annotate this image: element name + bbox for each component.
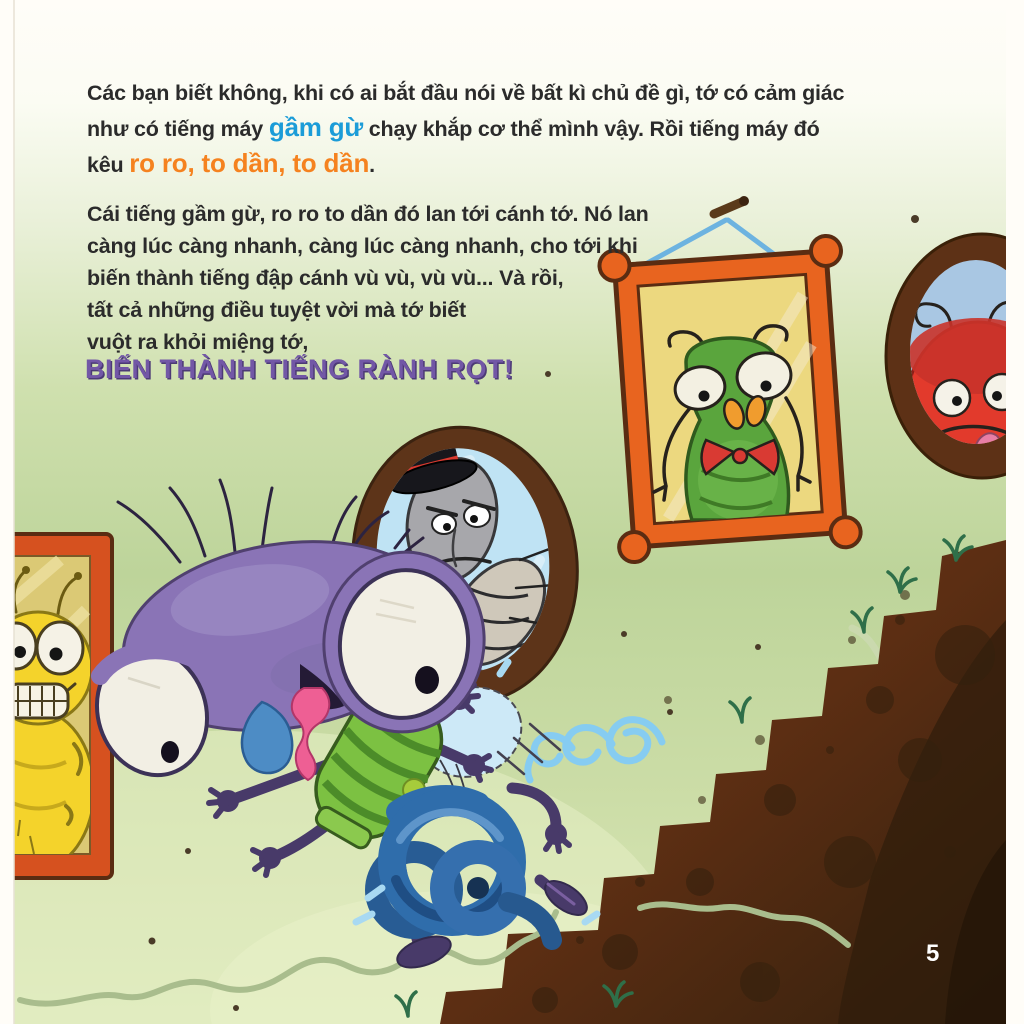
emphasis-ro-ro: ro ro, to dần, to dần <box>129 148 370 178</box>
p2-line3: biến thành tiếng đập cánh vù vù, vù vù... Và rồi, <box>87 266 564 290</box>
p2-line4: tất cả những điều tuyệt vời mà tớ biết <box>87 298 467 322</box>
headline: BIẾN THÀNH TIẾNG RÀNH RỌT! <box>85 354 514 384</box>
emphasis-gam-gu: gầm gừ <box>268 112 364 142</box>
p1-line1: Các bạn biết không, khi có ai bắt đầu nói về bất kì chủ đề gì, tớ có cảm giác <box>87 81 845 105</box>
page-number: 5 <box>926 940 940 967</box>
p2-line5: vuột ra khỏi miệng tớ, <box>87 330 309 354</box>
p2-line2: càng lúc càng nhanh, càng lúc càng nhanh, cho tới khi <box>87 234 638 258</box>
p2-line1: Cái tiếng gầm gừ, ro ro to dần đó lan tới cánh tớ. Nó lan <box>87 202 649 226</box>
p1-line2: như có tiếng máy gầm gừ chạy khắp cơ thể mình vậy. Rồi tiếng máy đó <box>87 112 820 142</box>
p1-line3: kêu ro ro, to dần, to dần. <box>87 148 375 178</box>
